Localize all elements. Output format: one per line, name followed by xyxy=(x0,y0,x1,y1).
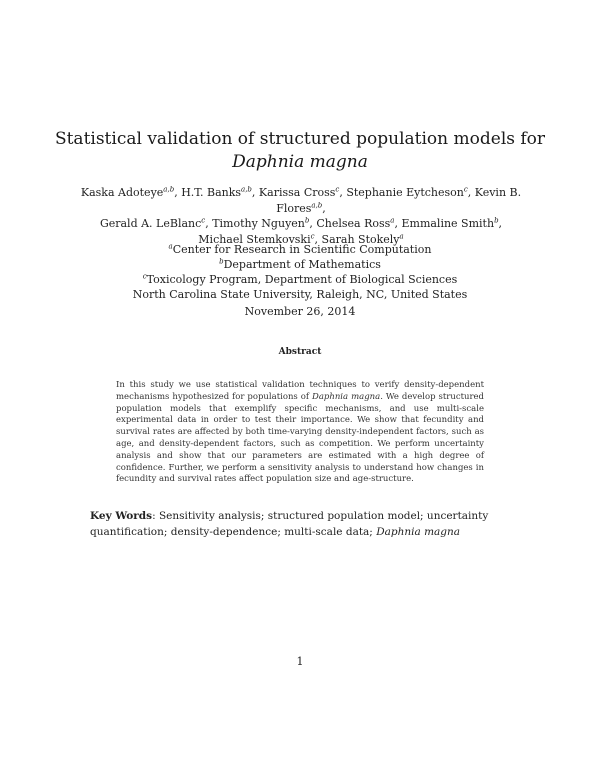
abstract-text-part2: . We develop structured population models that exemplify specific mechanisms, and use multi-scale experimental data in order to test their importance. We show that fecundity and survival rates are affected by both time-varying density-independent factors, such as age, and density-dependent factors, such as competition. We perform uncertainty analysis and show that our parameters are estimated with a high degree of confidence. Further, we perform a sensitivity analysis to understand how changes in fecundity and survival rates affect population size and age-structure. xyxy=(116,391,484,485)
author-name: Gerald A. LeBlanc xyxy=(99,217,202,230)
author-name: Sarah Stokely xyxy=(321,232,400,246)
author-affiliation-mark: c xyxy=(463,185,468,194)
keywords-text: : Sensitivity analysis; structured population model; uncertainty quantification; density-dependence; multi-scale data; xyxy=(90,510,489,538)
affiliation-line xyxy=(0,257,600,272)
abstract-heading: Abstract xyxy=(278,347,322,357)
paper-title xyxy=(0,128,600,174)
affiliation-line xyxy=(0,272,600,287)
affiliation-text: Toxicology Program, Department of Biological Sciences xyxy=(146,273,458,286)
keywords-species-name: Daphnia magna xyxy=(376,526,461,538)
affiliation-list xyxy=(0,242,600,302)
author-separator: , xyxy=(251,186,259,199)
affiliation-mark: b xyxy=(219,257,224,266)
paper-date: November 26, 2014 xyxy=(244,305,356,318)
abstract-body xyxy=(116,380,484,486)
author-affiliation-mark: a xyxy=(390,216,395,225)
author-affiliation-mark: c xyxy=(335,185,340,194)
author-name: Chelsea Ross xyxy=(316,217,391,230)
author-affiliation-mark: a xyxy=(399,231,404,240)
abstract-text-part1: In this study we use statistical validation techniques to verify density-dependent mechanisms hypothesized for populations of xyxy=(116,380,484,402)
author-separator: , xyxy=(394,217,402,230)
title-line-1: Statistical validation of structured population models for xyxy=(54,129,546,149)
author-separator: , xyxy=(467,186,475,199)
author-affiliation-mark: c xyxy=(201,216,206,225)
author-separator: , xyxy=(174,186,182,199)
author-separator: , xyxy=(205,217,213,230)
affiliation-mark: a xyxy=(168,242,173,251)
author-affiliation-mark: a,b xyxy=(163,185,175,194)
author-name: Stephanie Eytcheson xyxy=(346,186,464,199)
author-separator: , xyxy=(498,217,503,230)
author-separator: , xyxy=(339,186,347,199)
keywords-label: Key Words xyxy=(90,510,153,522)
author-affiliation-mark: a,b xyxy=(311,200,323,209)
author-separator: , xyxy=(314,232,322,246)
affiliation-line xyxy=(0,242,600,257)
author-name: Timothy Nguyen xyxy=(212,217,305,230)
affiliation-text: Department of Mathematics xyxy=(223,258,381,271)
abstract-species-name: Daphnia magna xyxy=(312,391,381,402)
author-separator: , xyxy=(309,217,317,230)
author-name: Kevin B. Flores xyxy=(276,186,522,215)
author-name: Karissa Cross xyxy=(258,186,336,199)
title-line-2: Daphnia magna xyxy=(232,152,368,172)
author-separator: , xyxy=(322,201,326,215)
affiliation-line xyxy=(0,287,600,302)
affiliation-text: Center for Research in Scientific Computation xyxy=(172,243,432,256)
author-name: Emmaline Smith xyxy=(401,217,495,230)
affiliation-text: North Carolina State University, Raleigh, NC, United States xyxy=(132,288,468,301)
page-number: 1 xyxy=(296,655,304,668)
author-name: Kaska Adoteye xyxy=(80,186,164,199)
author-list xyxy=(70,185,532,247)
author-name: Michael Stemkovski xyxy=(198,232,311,246)
keywords xyxy=(90,508,515,540)
author-affiliation-mark: b xyxy=(494,216,499,225)
author-name: H.T. Banks xyxy=(181,186,242,199)
author-affiliation-mark: a,b xyxy=(241,185,252,194)
author-affiliation-mark: b xyxy=(304,216,310,225)
author-affiliation-mark: c xyxy=(310,231,315,240)
affiliation-mark: c xyxy=(142,272,147,281)
